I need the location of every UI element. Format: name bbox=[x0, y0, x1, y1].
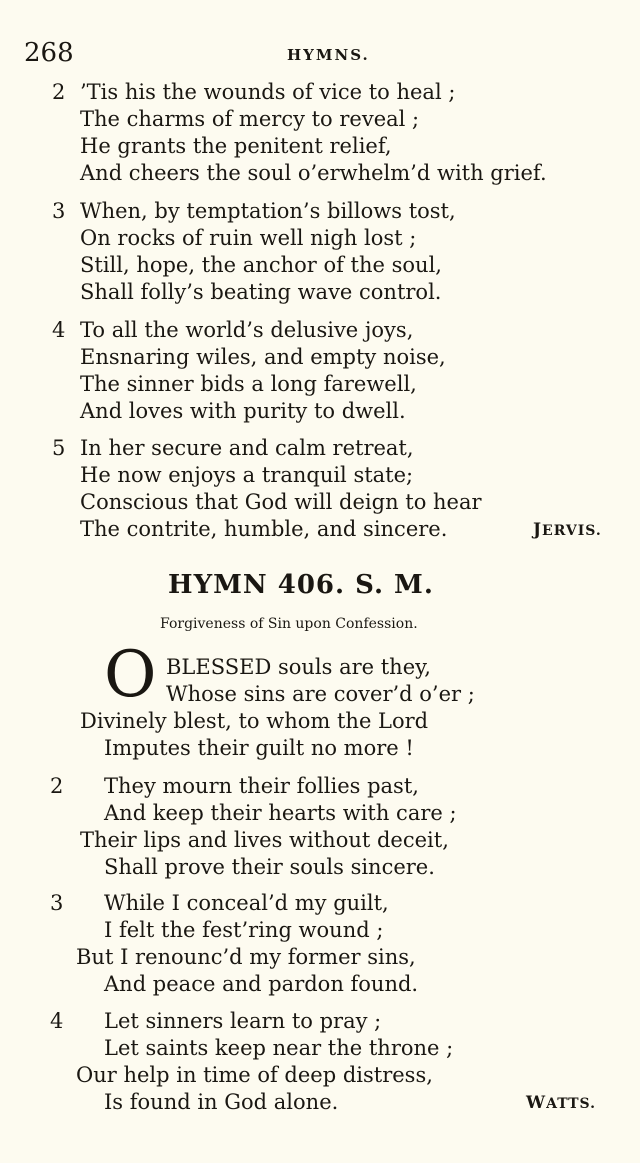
verse-line: Our help in time of deep distress, bbox=[76, 1063, 433, 1087]
verse-line: Shall folly’s beating wave control. bbox=[80, 280, 442, 304]
author-rest: ERVIS. bbox=[542, 523, 602, 539]
verse-line: ’Tis his the wounds of vice to heal ; bbox=[80, 80, 456, 104]
verse-line: Divinely blest, to whom the Lord bbox=[80, 709, 429, 733]
verse-line: And loves with purity to dwell. bbox=[80, 399, 406, 423]
verse-line: Whose sins are cover’d o’er ; bbox=[166, 682, 475, 706]
stanza-number: 4 bbox=[52, 318, 66, 342]
verse-line: But I renounc’d my former sins, bbox=[76, 945, 416, 969]
verse-line: On rocks of ruin well nigh lost ; bbox=[80, 226, 417, 250]
verse-line: And cheers the soul o’erwhelm’d with grief. bbox=[80, 161, 547, 185]
verse-line: Is found in God alone. bbox=[104, 1090, 339, 1114]
page-number: 268 bbox=[24, 38, 74, 68]
verse-line: To all the world’s delusive joys, bbox=[80, 318, 414, 342]
verse-line: The contrite, humble, and sincere. bbox=[80, 517, 448, 541]
verse-line: Imputes their guilt no more ! bbox=[104, 736, 414, 760]
verse-line: While I conceal’d my guilt, bbox=[104, 891, 389, 915]
verse-line: Their lips and lives without deceit, bbox=[80, 828, 449, 852]
verse-line: The sinner bids a long farewell, bbox=[80, 372, 417, 396]
verse-line: They mourn their follies past, bbox=[104, 774, 419, 798]
drop-cap: O bbox=[104, 638, 157, 712]
running-title: HYMNS. bbox=[287, 46, 370, 64]
verse-line: And keep their hearts with care ; bbox=[104, 801, 457, 825]
stanza-number: 2 bbox=[50, 774, 64, 798]
stanza-number: 2 bbox=[52, 80, 66, 104]
author-attribution bbox=[533, 520, 602, 540]
verse-line: Let sinners learn to pray ; bbox=[104, 1009, 382, 1033]
verse-line: Conscious that God will deign to hear bbox=[80, 490, 482, 514]
author-initial: J bbox=[533, 520, 543, 540]
stanza-number: 3 bbox=[52, 199, 66, 223]
verse-line: And peace and pardon found. bbox=[104, 972, 419, 996]
author-attribution bbox=[526, 1093, 596, 1113]
verse-line: I felt the fest’ring wound ; bbox=[104, 918, 384, 942]
verse-line: BLESSED souls are they, bbox=[166, 655, 431, 679]
verse-line: He now enjoys a tranquil state; bbox=[80, 463, 414, 487]
verse-line: Shall prove their souls sincere. bbox=[104, 855, 435, 879]
verse-line: When, by temptation’s billows tost, bbox=[80, 199, 456, 223]
stanza-number: 4 bbox=[50, 1009, 64, 1033]
author-rest: ATTS. bbox=[546, 1096, 597, 1112]
verse-line: He grants the penitent relief, bbox=[80, 134, 392, 158]
verse-line: Ensnaring wiles, and empty noise, bbox=[80, 345, 446, 369]
verse-line: In her secure and calm retreat, bbox=[80, 436, 414, 460]
hymn-title: HYMN 406. S. M. bbox=[168, 570, 434, 600]
verse-line: Let saints keep near the throne ; bbox=[104, 1036, 454, 1060]
stanza-number: 5 bbox=[52, 436, 66, 460]
stanza-number: 3 bbox=[50, 891, 64, 915]
author-initial: W bbox=[526, 1093, 547, 1113]
hymn-subtitle: Forgiveness of Sin upon Confession. bbox=[160, 616, 418, 632]
verse-line: The charms of mercy to reveal ; bbox=[80, 107, 420, 131]
verse-line: Still, hope, the anchor of the soul, bbox=[80, 253, 442, 277]
